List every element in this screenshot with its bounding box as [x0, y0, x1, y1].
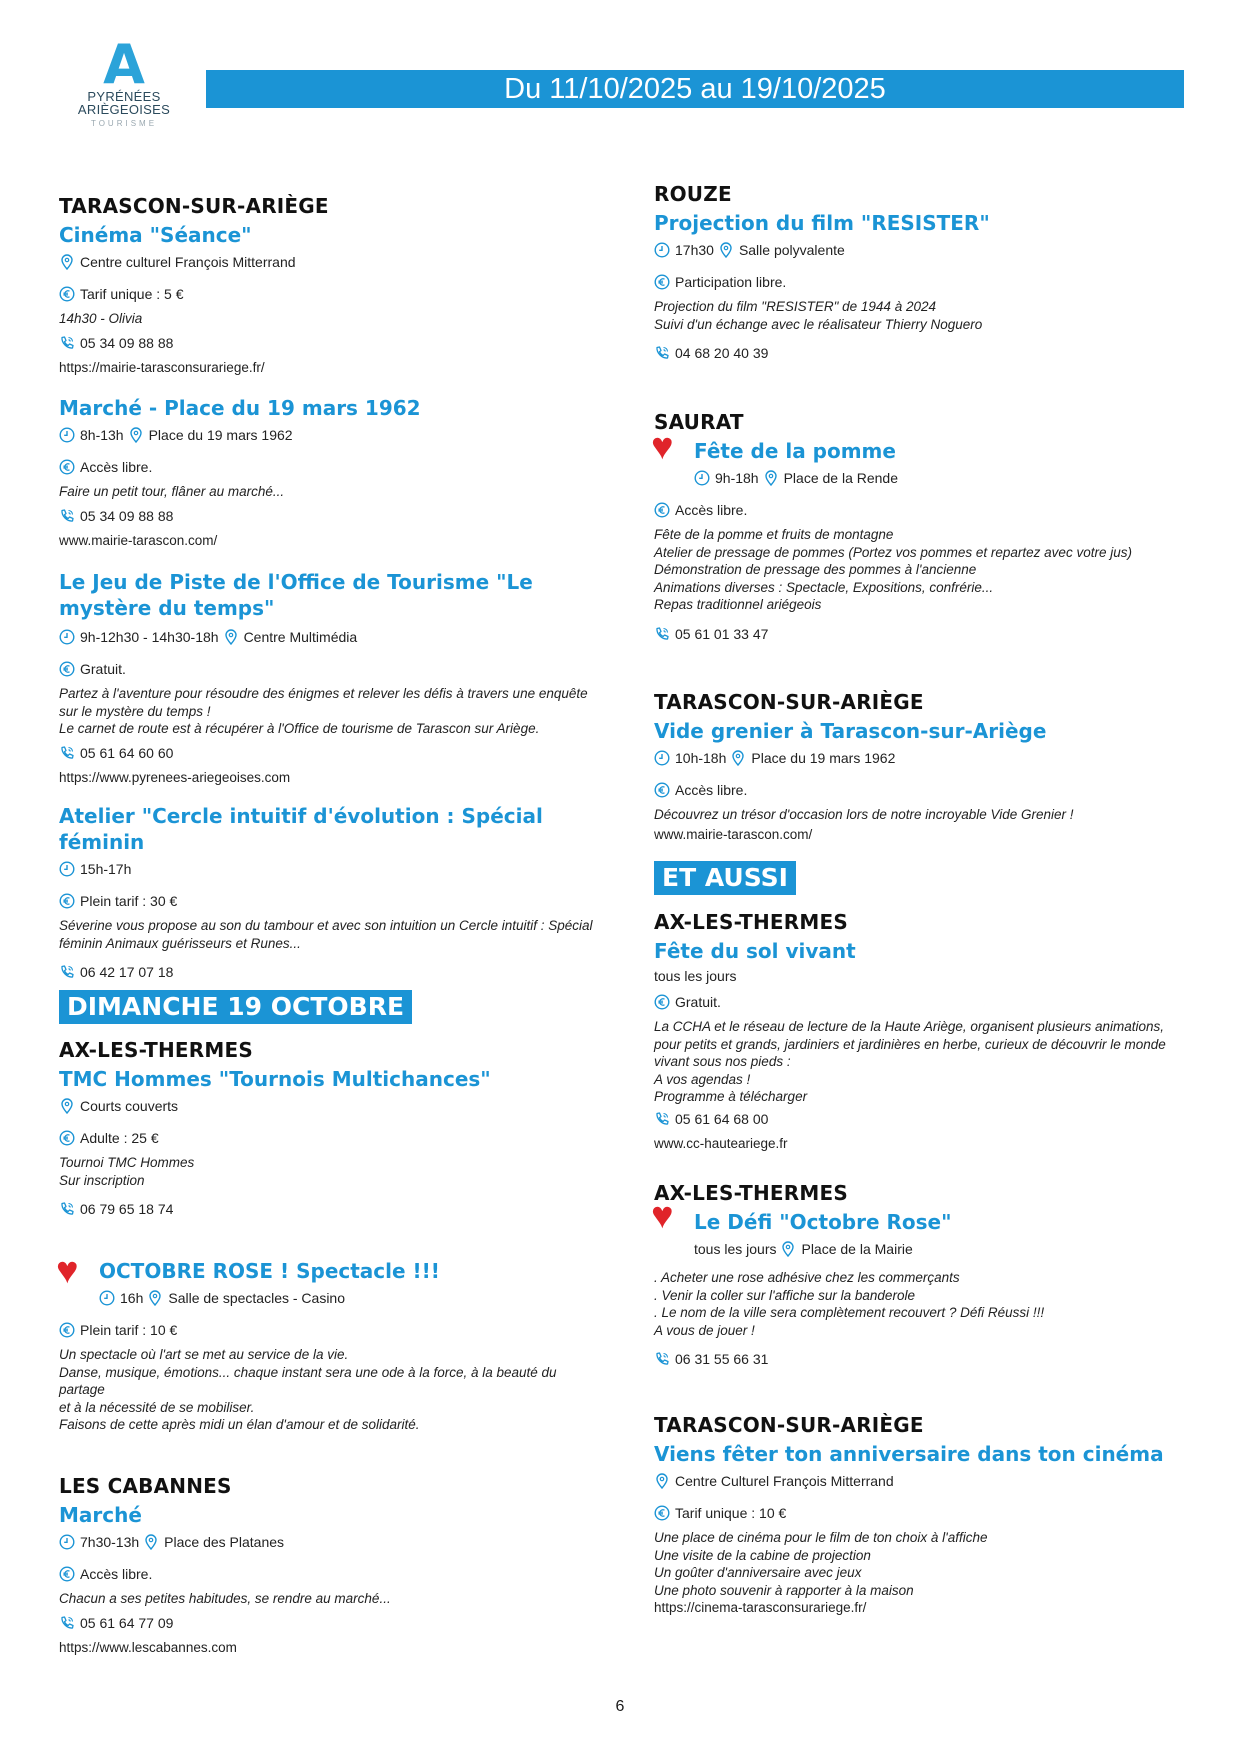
event-description-line: Fête de la pomme et fruits de montagne — [654, 527, 894, 542]
clock-icon — [654, 750, 670, 766]
event-phone: 05 61 64 68 00 — [675, 1110, 769, 1127]
phone-icon — [59, 335, 75, 351]
event-time: 9h-12h30 - 14h30-18h — [80, 629, 219, 645]
event-time: 10h-18h — [675, 750, 727, 766]
euro-icon — [59, 1566, 75, 1582]
event-time: 9h-18h — [715, 470, 759, 486]
event-description-line: Un goûter d'anniversaire avec jeux — [654, 1565, 862, 1580]
event-description-line: Un spectacle où l'art se met au service de la vie. — [59, 1347, 349, 1362]
event-description: Découvrez un trésor d'occasion lors de notre incroyable Vide Grenier ! — [654, 807, 1074, 822]
event-price: Plein tarif : 10 € — [80, 1322, 178, 1338]
event-tmc-hommes — [59, 1038, 599, 1219]
event-place: Place du 19 mars 1962 — [148, 427, 293, 443]
event-description-line: . Le nom de la ville sera complètement recouvert ? Défi Réussi !!! — [654, 1305, 1045, 1320]
event-title: OCTOBRE ROSE ! Spectacle !!! — [99, 1259, 440, 1283]
event-description: Chacun a ses petites habitudes, se rendre au marché... — [59, 1591, 391, 1606]
event-title: Vide grenier à Tarascon-sur-Ariège — [654, 719, 1047, 743]
event-place: Place de la Mairie — [801, 1241, 913, 1257]
event-price: Accès libre. — [80, 1566, 153, 1582]
event-description: 14h30 - Olivia — [59, 311, 143, 326]
event-price: Accès libre. — [675, 782, 748, 798]
section-label: ET AUSSI — [654, 861, 796, 895]
event-url[interactable]: www.mairie-tarascon.com/ — [59, 532, 218, 548]
euro-icon — [59, 286, 75, 302]
location-pin-icon — [730, 750, 746, 766]
event-description-line: La CCHA et le réseau de lecture de la Haute Ariège, organisent plusieurs animations, — [654, 1019, 1165, 1034]
event-phone: 05 61 01 33 47 — [675, 625, 769, 642]
event-time: 8h-13h — [80, 427, 124, 443]
event-place: Place de la Rende — [783, 470, 899, 486]
town-name: AX-LES-THERMES — [654, 1181, 848, 1205]
event-title: Marché — [59, 1503, 142, 1527]
event-description-line: A vous de jouer ! — [654, 1322, 755, 1338]
event-price: Adulte : 25 € — [80, 1130, 159, 1146]
euro-icon — [654, 782, 670, 798]
day-label: DIMANCHE 19 OCTOBRE — [59, 990, 412, 1024]
location-pin-icon — [223, 629, 239, 645]
event-price: Accès libre. — [80, 459, 153, 475]
section-heading-et-aussi — [654, 861, 1194, 895]
event-description-line: féminin Animaux guérisseurs et Runes... — [59, 935, 301, 951]
event-price: Plein tarif : 30 € — [80, 893, 178, 909]
event-defi-octobre-rose — [651, 1181, 1194, 1369]
event-atelier-cercle — [59, 803, 599, 982]
event-description-line: Atelier de pressage de pommes (Portez vos pommes et repartez avec votre jus) — [654, 544, 1132, 560]
event-description-line: vivant sous nos pieds : — [654, 1054, 791, 1069]
event-title: Le Jeu de Piste de l'Office de Tourisme "Le mystère du temps" — [59, 570, 533, 620]
event-phone: 05 61 64 60 60 — [80, 744, 174, 761]
event-description-line: . Acheter une rose adhésive chez les commerçants — [654, 1270, 960, 1285]
event-url[interactable]: https://mairie-tarasconsurariege.fr/ — [59, 359, 265, 375]
event-place: Centre culturel François Mitterrand — [80, 254, 296, 270]
event-description-line: Suivi d'un échange avec le réalisateur Thierry Noguero — [654, 316, 983, 332]
location-pin-icon — [780, 1241, 796, 1257]
event-title: Viens fêter ton anniversaire dans ton cinéma — [654, 1442, 1164, 1466]
town-name: SAURAT — [654, 410, 744, 434]
town-name: ROUZE — [654, 182, 732, 206]
phone-icon — [59, 508, 75, 524]
event-time: 17h30 — [675, 242, 714, 258]
event-when: tous les jours — [694, 1241, 777, 1257]
event-description-line: Partez à l'aventure pour résoudre des énigmes et relever les défis à travers une enquête — [59, 686, 588, 701]
event-description-line: Le carnet de route est à récupérer à l'Office de tourisme de Tarascon sur Ariège. — [59, 721, 540, 736]
event-title: TMC Hommes "Tournois Multichances" — [59, 1067, 491, 1091]
event-phone: 06 79 65 18 74 — [80, 1201, 174, 1217]
event-time: 15h-17h — [80, 861, 132, 877]
logo-line2: ARIÈGEOISES — [77, 102, 171, 117]
event-title: Marché - Place du 19 mars 1962 — [59, 396, 421, 420]
event-title: Atelier "Cercle intuitif d'évolution : Spécial féminin — [59, 804, 543, 854]
euro-icon — [59, 893, 75, 909]
event-description-line: Animations diverses : Spectacle, Expositions, confrérie... — [654, 579, 994, 595]
clock-icon — [59, 861, 75, 877]
logo-line1: PYRÉNÉES — [87, 89, 161, 104]
phone-icon — [59, 1615, 75, 1631]
town-name: AX-LES-THERMES — [59, 1038, 253, 1062]
event-description-line: Programme à télécharger — [654, 1089, 808, 1104]
event-time: 7h30-13h — [80, 1534, 140, 1550]
heart-icon: ♥ — [651, 426, 674, 468]
event-url[interactable]: https://cinema-tarasconsurariege.fr/ — [654, 1600, 867, 1615]
euro-icon — [59, 1130, 75, 1146]
event-description: Faire un petit tour, flâner au marché... — [59, 484, 285, 499]
clock-icon — [59, 427, 75, 443]
event-phone: 06 31 55 66 31 — [675, 1351, 769, 1367]
event-anniversaire-cinema — [654, 1413, 1194, 1617]
event-price: Gratuit. — [675, 994, 721, 1010]
location-pin-icon — [718, 242, 734, 258]
clock-icon — [59, 1534, 75, 1550]
event-url[interactable]: www.cc-hauteariege.fr — [654, 1135, 788, 1151]
day-heading — [59, 990, 599, 1024]
town-name: TARASCON-SUR-ARIÈGE — [654, 690, 924, 714]
event-fete-pomme — [651, 410, 1194, 644]
phone-icon — [59, 964, 75, 980]
event-place: Salle polyvalente — [738, 242, 845, 258]
event-projection-resister — [654, 182, 1194, 363]
event-description-line: Une visite de la cabine de projection — [654, 1547, 871, 1563]
clock-icon — [59, 629, 75, 645]
event-description-line: A vos agendas ! — [654, 1071, 751, 1087]
event-price: Participation libre. — [675, 274, 787, 290]
event-place: Centre Multimédia — [243, 629, 358, 645]
clock-icon — [99, 1290, 115, 1306]
euro-icon — [654, 994, 670, 1010]
event-phone: 04 68 20 40 39 — [675, 345, 769, 361]
phone-icon — [654, 1351, 670, 1367]
date-range-banner: Du 11/10/2025 au 19/10/2025 — [206, 70, 1184, 108]
event-place: Courts couverts — [80, 1098, 179, 1114]
event-price: Accès libre. — [675, 502, 748, 518]
event-description-line: Faisons de cette après midi un élan d'amour et de solidarité. — [59, 1417, 420, 1432]
event-title: Le Défi "Octobre Rose" — [694, 1210, 952, 1234]
event-place: Centre Culturel François Mitterrand — [675, 1473, 894, 1489]
euro-icon — [59, 459, 75, 475]
event-title: Fête de la pomme — [694, 439, 896, 463]
logo-line3: TOURISME — [90, 119, 158, 128]
phone-icon — [654, 1111, 670, 1127]
event-phone: 05 34 09 88 88 — [80, 507, 174, 524]
clock-icon — [654, 242, 670, 258]
event-place: Place des Platanes — [164, 1534, 285, 1550]
event-price: Gratuit. — [80, 661, 126, 677]
event-description-line: Repas traditionnel ariégeois — [654, 597, 822, 612]
event-url[interactable]: https://www.lescabannes.com — [59, 1639, 237, 1655]
event-marche-cabannes — [59, 1474, 599, 1657]
event-description-line: Projection du film "RESISTER" de 1944 à 2024 — [654, 299, 936, 314]
event-octobre-rose-spectacle — [56, 1250, 599, 1434]
event-place: Place du 19 mars 1962 — [751, 750, 896, 766]
location-pin-icon — [143, 1534, 159, 1550]
event-title: Cinéma "Séance" — [59, 223, 252, 247]
event-title: Projection du film "RESISTER" — [654, 211, 990, 235]
page-number: 6 — [615, 1698, 625, 1715]
phone-icon — [654, 626, 670, 642]
location-pin-icon — [59, 254, 75, 270]
logo — [74, 33, 174, 128]
event-when: tous les jours — [654, 968, 737, 984]
location-pin-icon — [128, 427, 144, 443]
event-url[interactable]: https://www.pyrenees-ariegeoises.com — [59, 769, 291, 785]
location-pin-icon — [763, 470, 779, 486]
heart-icon: ♥ — [651, 1195, 674, 1237]
town-name: AX-LES-THERMES — [654, 910, 848, 934]
phone-icon — [59, 1201, 75, 1217]
event-fete-sol-vivant — [654, 910, 1194, 1153]
event-description-line: . Venir la coller sur l'affiche sur la banderole — [654, 1287, 915, 1303]
phone-icon — [654, 345, 670, 361]
euro-icon — [654, 274, 670, 290]
event-cinema-seance — [59, 194, 599, 377]
logo-mark-icon: A — [103, 33, 145, 96]
town-name: TARASCON-SUR-ARIÈGE — [654, 1413, 924, 1437]
event-time: 16h — [120, 1290, 144, 1306]
euro-icon — [59, 1322, 75, 1338]
event-place: Salle de spectacles - Casino — [168, 1290, 346, 1306]
event-description-line: Tournoi TMC Hommes — [59, 1155, 195, 1170]
clock-icon — [694, 470, 710, 486]
event-price: Tarif unique : 5 € — [80, 286, 184, 302]
location-pin-icon — [59, 1098, 75, 1114]
euro-icon — [654, 1505, 670, 1521]
heart-icon: ♥ — [56, 1250, 79, 1292]
event-description-line: sur le mystère du temps ! — [59, 703, 211, 719]
event-description-line: Danse, musique, émotions... chaque instant sera une ode à la force, à la beauté du partage — [59, 1364, 557, 1397]
euro-icon — [59, 661, 75, 677]
euro-icon — [654, 502, 670, 518]
event-vide-grenier — [654, 690, 1194, 844]
event-phone: 05 61 64 77 09 — [80, 1614, 174, 1631]
event-description-line: Démonstration de pressage des pommes à l'ancienne — [654, 562, 977, 577]
event-price: Tarif unique : 10 € — [675, 1505, 787, 1521]
event-phone: 05 34 09 88 88 — [80, 334, 174, 351]
town-name: TARASCON-SUR-ARIÈGE — [59, 194, 329, 218]
event-description-line: Une place de cinéma pour le film de ton choix à l'affiche — [654, 1530, 988, 1545]
event-phone: 06 42 17 07 18 — [80, 964, 174, 980]
event-title: Fête du sol vivant — [654, 939, 856, 963]
location-pin-icon — [147, 1290, 163, 1306]
event-jeu-de-piste — [59, 569, 599, 787]
event-marche-place — [59, 395, 599, 550]
event-description-line: et à la nécessité de se mobiliser. — [59, 1399, 255, 1415]
event-url[interactable]: www.mairie-tarascon.com/ — [654, 826, 813, 842]
phone-icon — [59, 745, 75, 761]
event-description-line: Séverine vous propose au son du tambour et avec son intuition un Cercle intuitif : Spécial — [59, 918, 593, 933]
event-description-line: pour petits et grands, jardiniers et jardinières en herbe, curieux de découvrir le monde — [654, 1036, 1166, 1052]
event-description-line: Une photo souvenir à rapporter à la maison — [654, 1582, 914, 1598]
location-pin-icon — [654, 1473, 670, 1489]
town-name: LES CABANNES — [59, 1474, 232, 1498]
event-description-line: Sur inscription — [59, 1172, 145, 1188]
